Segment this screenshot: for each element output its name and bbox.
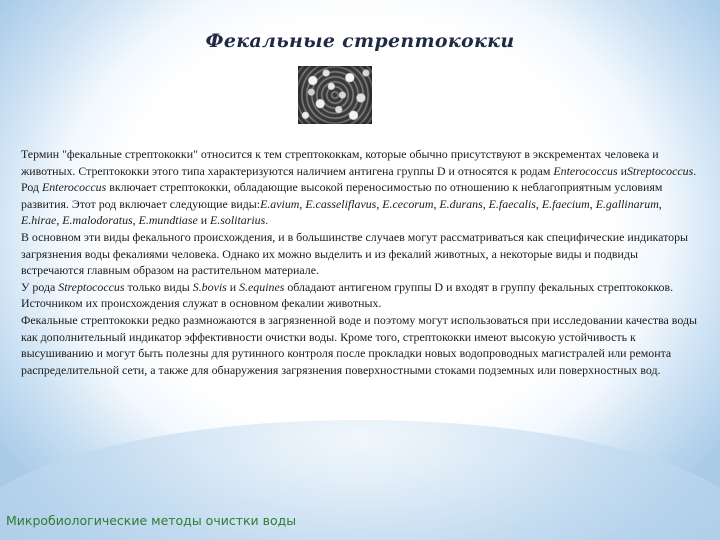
species-name: Streptococcus bbox=[626, 163, 694, 178]
species-name: S.equines bbox=[239, 279, 285, 294]
body-paragraph bbox=[21, 229, 697, 279]
species-name: Streptococcus bbox=[58, 279, 125, 294]
body-paragraph bbox=[21, 312, 697, 378]
body-paragraph bbox=[21, 146, 697, 229]
paragraph-text: только виды bbox=[124, 279, 193, 294]
paragraph-text: , bbox=[658, 196, 662, 211]
slide-footer: Микробиологические методы очистки воды bbox=[6, 513, 297, 528]
species-name: E.durans bbox=[439, 196, 483, 211]
paragraph-text: Термин "фекальные стрептококки" относится к тем стрептококкам, которые обычно присутствуют в экскрементах человека и животных. Стрептококки этого типа характеризуются наличием антигена группы D и относятся к родам bbox=[21, 147, 659, 178]
species-name: E.casseliflavus bbox=[305, 196, 377, 211]
species-name: S.bovis bbox=[192, 279, 227, 294]
species-name: E.gallinarum bbox=[595, 196, 659, 211]
paragraph-text: и bbox=[197, 213, 211, 228]
paragraph-text: , bbox=[56, 213, 63, 228]
body-paragraph bbox=[21, 279, 697, 312]
paragraph-text: , bbox=[299, 196, 306, 211]
species-name: E.malodoratus bbox=[62, 213, 133, 228]
paragraph-text: . Род bbox=[21, 163, 697, 195]
paragraph-text: , bbox=[132, 213, 139, 228]
paragraph-text: В основном эти виды фекального происхождения, и в большинстве случаев могут рассматриваться как специфические индикаторы загрязнения воды фекалиями человека. Однако их можно выделить и из фекалий животных, а некоторые виды и подвиды встречаются главным образом на растительном материале. bbox=[21, 229, 689, 278]
streptococci-micrograph-icon bbox=[298, 66, 372, 124]
body-text bbox=[21, 146, 697, 378]
paragraph-text: включает стрептококки, обладающие высокой переносимостью по отношению к неблагоприятным условиям развития. Этот род включает следующие виды: bbox=[21, 180, 663, 211]
paragraph-text: , bbox=[589, 196, 596, 211]
species-name: E.mundtiase bbox=[138, 213, 198, 228]
species-name: Enterococcus bbox=[553, 163, 618, 178]
paragraph-text: и bbox=[226, 279, 240, 294]
paragraph-text: , bbox=[482, 196, 489, 211]
species-name: Enterococcus bbox=[41, 180, 107, 195]
paragraph-text: , bbox=[535, 196, 542, 211]
slide-title: Фекальные стрептококки bbox=[205, 30, 515, 52]
paragraph-text: . bbox=[265, 213, 269, 228]
paragraph-text: Фекальные стрептококки редко размножаются в загрязненной воде и поэтому могут использоваться при исследовании качества воды как дополнительный индикатор эффективности очистки воды. Кроме того, стрептококки имеют высокую устойчивость к высушиванию и могут быть полезны для рутинного контроля после прокладки новых водопроводных магистралей или ремонта распределительной сети, а также для обнаружения загрязнения поверхностными стоками подземных или поверхностных вод. bbox=[21, 312, 697, 377]
paragraph-text: , bbox=[376, 196, 383, 211]
species-name: E.hirae bbox=[21, 213, 57, 228]
species-name: E.faecalis bbox=[488, 196, 536, 211]
paragraph-text: и bbox=[617, 163, 627, 178]
species-name: E.solitarius bbox=[210, 213, 266, 228]
paragraph-text: обладают антигеном группы D и входят в группу фекальных стрептококков. Источником их происхождения служат в основном фекалии животных. bbox=[21, 279, 674, 311]
species-name: E.avium bbox=[260, 196, 300, 211]
species-name: E.faecium bbox=[541, 196, 590, 211]
paragraph-text: У рода bbox=[21, 279, 59, 294]
species-name: E.cecorum bbox=[382, 196, 434, 211]
paragraph-text: , bbox=[433, 196, 440, 211]
